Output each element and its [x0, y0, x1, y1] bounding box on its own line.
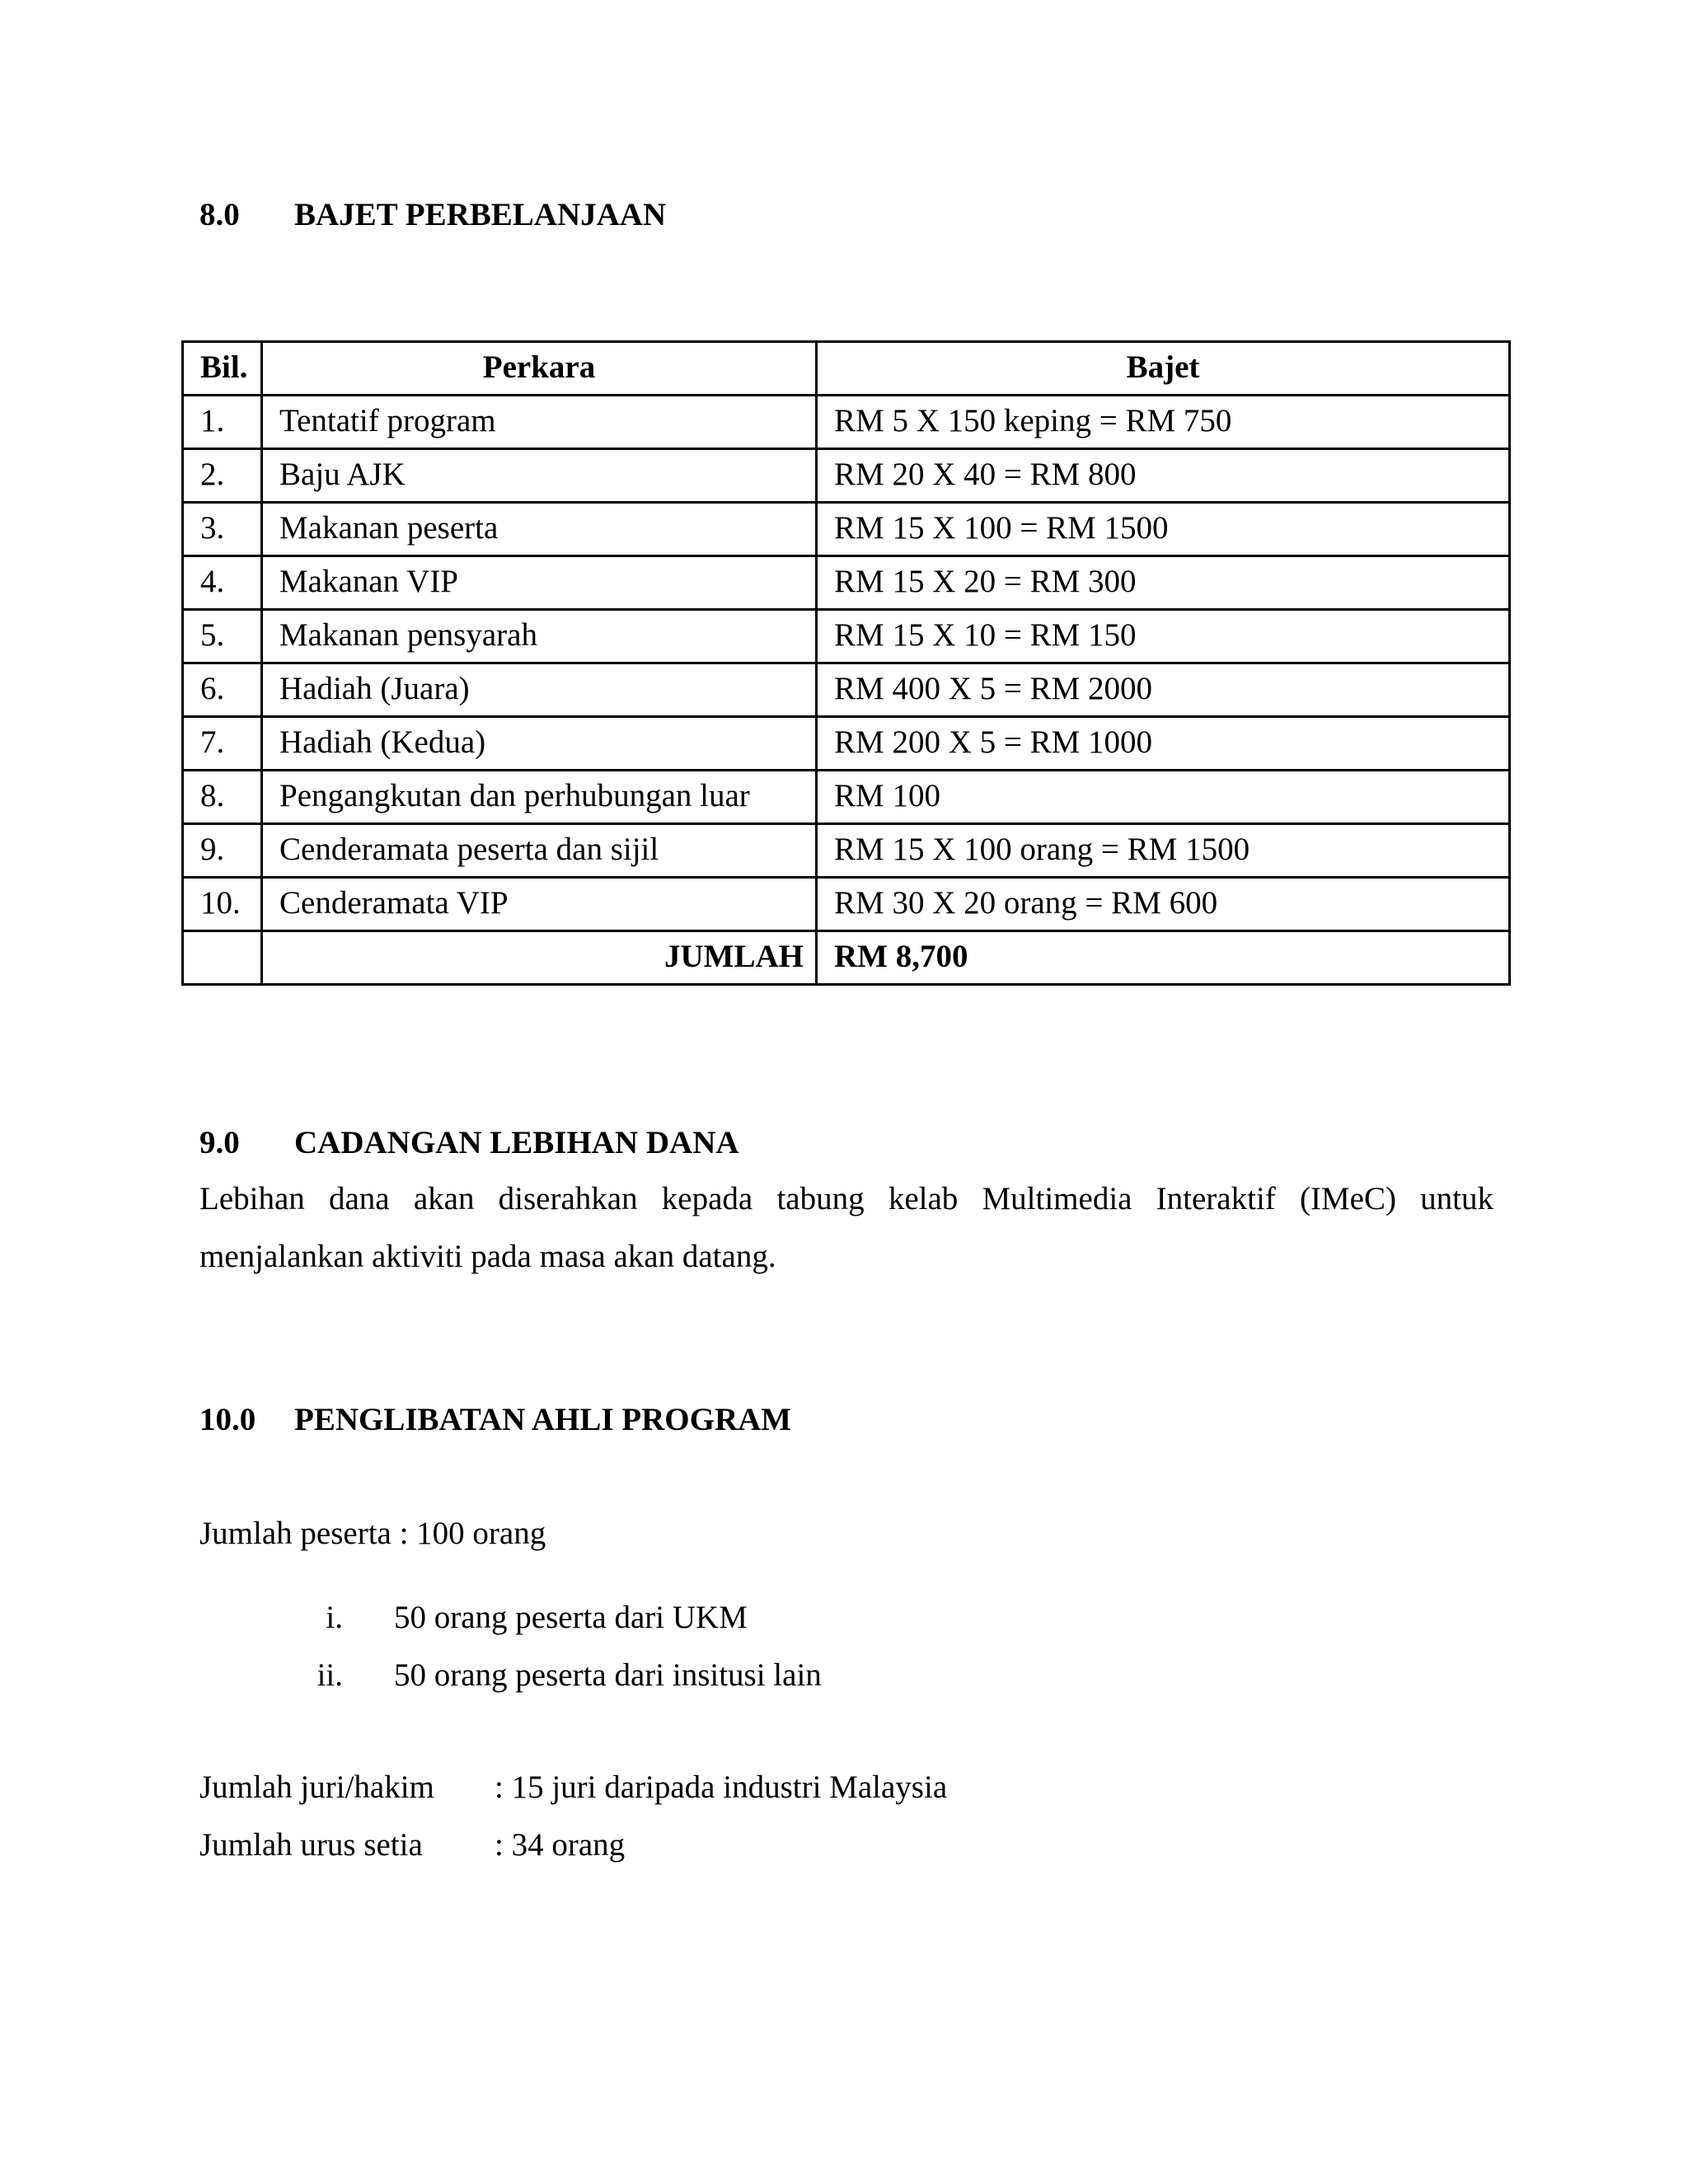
header-bil: Bil. [183, 342, 262, 396]
list-marker: i. [326, 1600, 343, 1635]
cell-perkara: Cenderamata peserta dan sijil [262, 824, 817, 878]
secretariat-value: : 34 orang [495, 1827, 626, 1863]
table-row [183, 824, 1510, 878]
section-9-body: Lebihan dana akan diserahkan kepada tabung kelab Multimedia Interaktif (IMeC) untuk menjalankan aktiviti pada masa akan datang. [199, 1181, 1493, 1274]
cell-bajet: RM 5 X 150 keping = RM 750 [817, 396, 1510, 449]
secretariat-label: Jumlah urus setia [199, 1827, 423, 1863]
cell-perkara: Hadiah (Juara) [262, 663, 817, 717]
cell-bajet: RM 15 X 10 = RM 150 [817, 610, 1510, 663]
cell-perkara: Pengangkutan dan perhubungan luar [262, 771, 817, 824]
cell-bajet: RM 15 X 100 = RM 1500 [817, 503, 1510, 556]
cell-bajet: RM 200 X 5 = RM 1000 [817, 717, 1510, 771]
section-10-heading [199, 1401, 792, 1438]
table-row [183, 717, 1510, 771]
cell-perkara: Makanan peserta [262, 503, 817, 556]
cell-bil: 3. [183, 503, 262, 556]
list-text: 50 orang peserta dari UKM [394, 1600, 748, 1635]
table-row [183, 449, 1510, 503]
table-row [183, 396, 1510, 449]
cell-bil: 10. [183, 878, 262, 931]
table-header-row [183, 342, 1510, 396]
judges-value: : 15 juri daripada industri Malaysia [495, 1769, 948, 1805]
cell-bil: 2. [183, 449, 262, 503]
cell-bil: 6. [183, 663, 262, 717]
cell-bil: 8. [183, 771, 262, 824]
cell-bajet: RM 15 X 20 = RM 300 [817, 556, 1510, 610]
header-bajet: Bajet [817, 342, 1510, 396]
list-marker: ii. [316, 1657, 343, 1693]
cell-perkara: Hadiah (Kedua) [262, 717, 817, 771]
section-number: 9.0 [199, 1125, 240, 1160]
cell-bajet: RM 100 [817, 771, 1510, 824]
section-8-heading [199, 196, 667, 233]
participants-total: Jumlah peserta : 100 orang [199, 1516, 546, 1551]
cell-bil: 1. [183, 396, 262, 449]
cell-bil: 9. [183, 824, 262, 878]
cell-perkara: Tentatif program [262, 396, 817, 449]
table-row [183, 610, 1510, 663]
cell-perkara: Makanan pensyarah [262, 610, 817, 663]
cell-bajet: RM 20 X 40 = RM 800 [817, 449, 1510, 503]
table-row [183, 663, 1510, 717]
section-9-heading [199, 1124, 739, 1161]
budget-table [181, 340, 1511, 986]
section-title: PENGLIBATAN AHLI PROGRAM [294, 1402, 792, 1437]
total-label: JUMLAH [262, 931, 817, 985]
cell-bajet: RM 15 X 100 orang = RM 1500 [817, 824, 1510, 878]
header-perkara: Perkara [262, 342, 817, 396]
table-total-row [183, 931, 1510, 985]
section-number: 10.0 [199, 1402, 256, 1437]
cell-perkara: Makanan VIP [262, 556, 817, 610]
table-row [183, 503, 1510, 556]
table-row [183, 878, 1510, 931]
cell-empty [183, 931, 262, 985]
table-row [183, 771, 1510, 824]
cell-perkara: Baju AJK [262, 449, 817, 503]
table-row [183, 556, 1510, 610]
cell-bil: 7. [183, 717, 262, 771]
section-title: CADANGAN LEBIHAN DANA [294, 1125, 739, 1160]
cell-bil: 5. [183, 610, 262, 663]
section-title: BAJET PERBELANJAAN [294, 197, 667, 232]
cell-perkara: Cenderamata VIP [262, 878, 817, 931]
list-text: 50 orang peserta dari insitusi lain [394, 1657, 822, 1693]
cell-bajet: RM 400 X 5 = RM 2000 [817, 663, 1510, 717]
cell-bil: 4. [183, 556, 262, 610]
cell-bajet: RM 30 X 20 orang = RM 600 [817, 878, 1510, 931]
total-value: RM 8,700 [817, 931, 1510, 985]
section-number: 8.0 [199, 197, 240, 232]
judges-label: Jumlah juri/hakim [199, 1769, 434, 1805]
